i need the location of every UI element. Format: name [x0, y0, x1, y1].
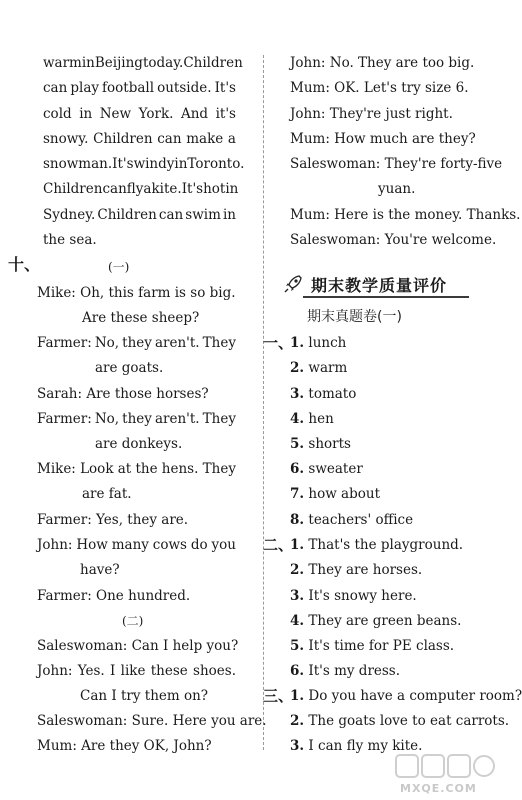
dialogue-line: John: No. They are too big.	[290, 55, 475, 71]
dialogue-line: John: How many cows do you	[37, 537, 236, 553]
column-divider	[263, 55, 264, 750]
passage-line: warm in Beijing today. Children	[43, 55, 243, 71]
dialogue-line: Farmer: No, they aren't. They	[37, 411, 236, 427]
watermark-logo	[392, 752, 496, 798]
dialogue-line: Farmer: One hundred.	[37, 588, 191, 604]
dialogue-line: Mike: Oh, this farm is so big.	[37, 285, 236, 301]
passage-line: cold in New York. And it's	[43, 106, 236, 122]
answer-item: 3. I can fly my kite.	[290, 738, 423, 754]
answer-item: 1. That's the playground.	[290, 537, 464, 553]
dialogue-line: Saleswoman: They're forty-five	[290, 156, 503, 172]
answer-item: 1. lunch	[290, 335, 347, 351]
passage-line: can play football outside. It's	[43, 80, 236, 96]
answer-item: 4. hen	[290, 411, 334, 427]
dialogue-line: Farmer: No, they aren't. They	[37, 335, 236, 351]
part-two-label: (二)	[122, 614, 144, 628]
answer-item: 3. tomato	[290, 386, 357, 402]
paper-subtitle: 期末真题卷(一)	[307, 309, 402, 325]
dialogue-line: John: Yes. I like these shoes.	[37, 663, 236, 679]
banner-underline	[303, 296, 469, 298]
passage-line: snowman. It's windy in Toronto.	[43, 156, 245, 172]
dialogue-line: Mum: Here is the money. Thanks.	[290, 207, 521, 223]
dialogue-line: Saleswoman: Can I help you?	[37, 638, 239, 654]
answer-item: 4. They are green beans.	[290, 613, 462, 629]
dialogue-line: are donkeys.	[95, 436, 183, 452]
dialogue-line: have?	[80, 562, 120, 578]
dialogue-line: Are these sheep?	[82, 310, 200, 326]
part-one-label: (一)	[108, 260, 130, 274]
answer-item: 2. warm	[290, 360, 348, 376]
rocket-icon	[283, 274, 303, 294]
answer-item: 2. The goats love to eat carrots.	[290, 713, 510, 729]
answer-item: 5. shorts	[290, 436, 351, 452]
answer-item: 5. It's time for PE class.	[290, 638, 455, 654]
section-ten-mark: 十、	[8, 255, 41, 274]
dialogue-line: John: They're just right.	[290, 106, 453, 122]
answer-item: 2. They are horses.	[290, 562, 423, 578]
section-banner	[283, 272, 469, 296]
dialogue-line: are goats.	[95, 360, 164, 376]
answer-item: 7. how about	[290, 486, 380, 502]
passage-line: snowy. Children can make a	[43, 131, 236, 147]
dialogue-line: Sarah: Are those horses?	[37, 386, 209, 402]
dialogue-line: Mum: OK. Let's try size 6.	[290, 80, 469, 96]
dialogue-line: Can I try them on?	[80, 688, 209, 704]
section-one-mark: 一、	[263, 334, 294, 352]
answer-item: 3. It's snowy here.	[290, 588, 417, 604]
dialogue-line: Mum: Are they OK, John?	[37, 738, 212, 754]
answer-item: 8. teachers' office	[290, 512, 414, 528]
dialogue-line: Farmer: Yes, they are.	[37, 512, 189, 528]
dialogue-line: Saleswoman: Sure. Here you are.	[37, 713, 267, 729]
dialogue-line: Mum: How much are they?	[290, 131, 476, 147]
passage-line: Children can fly a kite. It's hot in	[43, 181, 239, 197]
dialogue-line: Saleswoman: You're welcome.	[290, 232, 497, 248]
watermark-text: MXQE.COM	[400, 782, 477, 795]
dialogue-line: Mike: Look at the hens. They	[37, 461, 236, 477]
section-three-mark: 三、	[263, 687, 294, 705]
passage-line: the sea.	[43, 232, 97, 248]
dialogue-line: are fat.	[82, 486, 132, 502]
watermark-seal-icon	[392, 752, 496, 782]
banner-title: 期末教学质量评价	[311, 275, 448, 295]
section-two-mark: 二、	[263, 536, 294, 554]
passage-line: Sydney. Children can swim in	[43, 207, 236, 223]
answer-item: 6. sweater	[290, 461, 363, 477]
answer-item: 6. It's my dress.	[290, 663, 401, 679]
answer-item: 1. Do you have a computer room?	[290, 688, 522, 704]
dialogue-line: yuan.	[378, 181, 416, 197]
